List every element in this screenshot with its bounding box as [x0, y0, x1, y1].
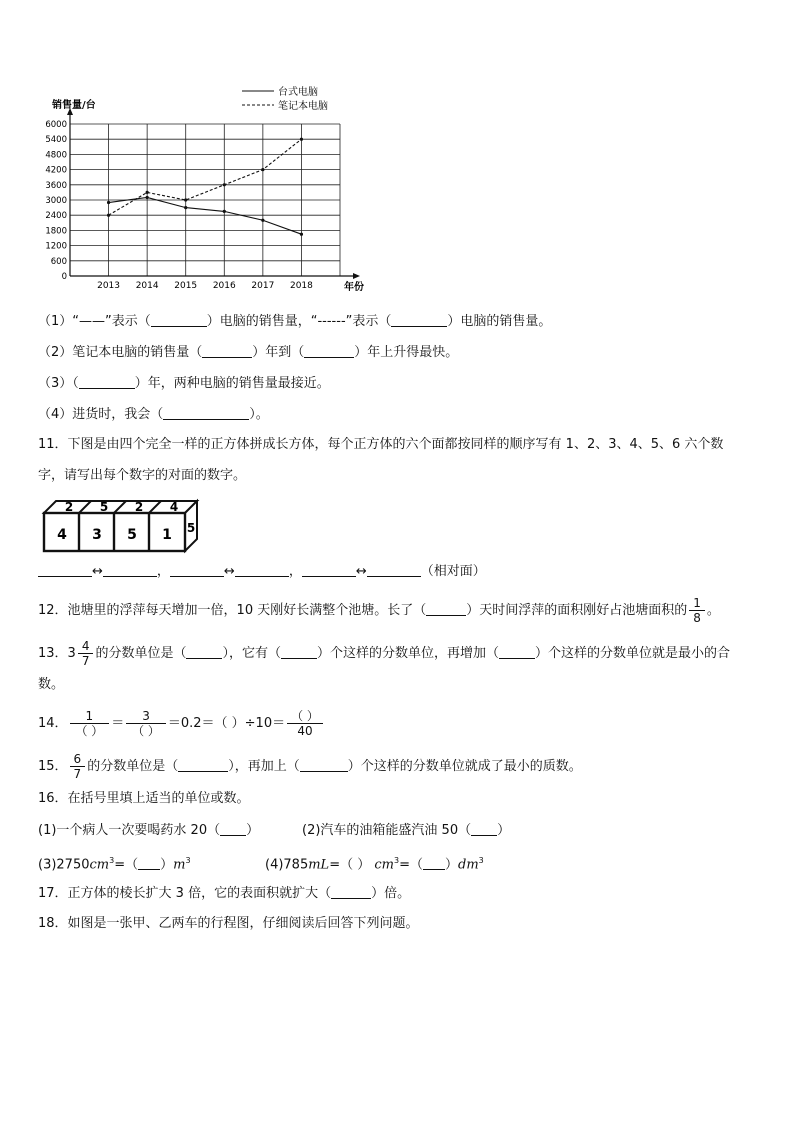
x-tick-label: 2013 — [97, 281, 121, 291]
series-line-0 — [109, 197, 302, 234]
y-tick-label: 0 — [61, 272, 67, 282]
chart-grid — [70, 124, 340, 276]
y-axis-label: 销售量/台 — [52, 100, 96, 111]
q10-line-3: （3）（ ）年，两种电脑的销售量最接近。 — [38, 376, 330, 391]
data-point — [261, 219, 264, 222]
q10-line-2: （2）笔记本电脑的销售量（ ）年到（ ）年上升得最快。 — [38, 345, 459, 360]
cube-top-4: 4 — [169, 500, 179, 514]
q13: 13．3 $\frac{4}{7}$ 的分数单位是（ ），它有（ ）个这样的分数单位，再增加（ ）个这样的分数单位就是最小的合 — [38, 639, 731, 668]
chart-axes — [45, 98, 364, 293]
cube-figure — [38, 497, 204, 555]
y-tick-label: 5400 — [45, 135, 67, 146]
answer-blank[interactable] — [281, 644, 317, 659]
answer-blank[interactable] — [391, 312, 447, 327]
q16-part-4: (4)785mL=（ ） $cm^3=$（ ）$dm^3$ — [265, 856, 484, 873]
q11-text-1: 11．下图是由四个完全一样的正方体拼成长方体，每个正方体的六个面都按同样的顺序写有 1、2、3、4、5、6 六个数 — [38, 437, 724, 452]
q11-text-2: 字，请写出每个数字的对面的数字。 — [38, 468, 247, 483]
q16-part-1: (1)一个病人一次要喝药水 20（ ） — [38, 823, 260, 838]
data-point — [184, 206, 187, 209]
x-axis-arrow — [353, 273, 360, 279]
y-tick-label: 600 — [50, 256, 67, 267]
data-point — [184, 198, 187, 201]
cube-front-3: 5 — [127, 527, 137, 543]
fraction: $\frac{3}{( )}$ — [126, 709, 166, 738]
q10-line-4: （4）进货时，我会（ ）。 — [38, 407, 269, 422]
fraction: $\frac{1}{( )}$ — [70, 709, 110, 738]
x-tick-label: 2017 — [251, 281, 275, 291]
answer-blank[interactable] — [471, 821, 497, 836]
data-point — [146, 191, 149, 194]
answer-blank[interactable] — [151, 312, 207, 327]
fraction: $\frac{1}{8}$ — [689, 596, 705, 625]
answer-blank[interactable] — [103, 562, 157, 577]
y-tick-label: 3600 — [45, 180, 67, 191]
y-tick-label: 1200 — [45, 241, 67, 252]
cube-front-4: 1 — [162, 527, 172, 543]
q16-title: 16．在括号里填上适当的单位或数。 — [38, 791, 250, 806]
cube-front-2: 3 — [92, 527, 102, 543]
y-tick-label: 4200 — [45, 165, 67, 176]
answer-blank[interactable] — [186, 644, 222, 659]
answer-blank[interactable] — [331, 884, 371, 899]
cube-front-1: 4 — [57, 527, 67, 543]
data-point — [261, 168, 264, 171]
answer-blank[interactable] — [170, 562, 224, 577]
legend-label-0: 台式电脑 — [278, 87, 318, 98]
data-point — [146, 196, 149, 199]
q15: 15． $\frac{6}{7}$ 的分数单位是（ ），再加上（ ）个这样的分数单位就成了最小的质数。 — [38, 752, 582, 781]
q14: 14． $\frac{1}{( )}$ ＝ $\frac{3}{( )}$ ＝0.2＝（ ）÷10＝ $\frac{( )}{40}$ — [38, 709, 325, 738]
answer-blank[interactable] — [499, 644, 535, 659]
answer-blank[interactable] — [426, 601, 466, 616]
x-tick-label: 2015 — [174, 281, 198, 291]
q16-part-3: $(3)2750cm^3=$（ ）$m^3$ — [38, 856, 191, 873]
cube-top-1: 2 — [64, 500, 74, 514]
answer-blank[interactable] — [163, 405, 249, 420]
y-tick-label: 6000 — [45, 120, 67, 130]
cube-top-3: 2 — [134, 500, 144, 514]
x-tick-label: 2014 — [135, 281, 159, 291]
data-point — [223, 183, 226, 186]
q18: 18．如图是一张甲、乙两车的行程图，仔细阅读后回答下列问题。 — [38, 916, 419, 931]
fraction: $\frac{6}{7}$ — [70, 752, 86, 781]
answer-blank[interactable] — [300, 757, 348, 772]
answer-blank[interactable] — [138, 855, 160, 870]
chart-series — [107, 138, 303, 236]
answer-blank[interactable] — [235, 562, 289, 577]
q12: 12．池塘里的浮萍每天增加一倍，10 天刚好长满整个池塘。长了（ ）天时间浮萍的面积刚好占池塘面积的 $\frac{1}{8}$ 。 — [38, 596, 720, 625]
chart-legend — [242, 85, 328, 112]
sales-line-chart — [30, 80, 370, 295]
q11-answer-line: ↔ ， ↔ ， ↔ （相对面） — [38, 562, 486, 581]
fraction: $\frac{4}{7}$ — [78, 639, 94, 668]
data-point — [223, 210, 226, 213]
answer-blank[interactable] — [367, 562, 421, 577]
x-tick-label: 2016 — [212, 281, 236, 291]
answer-blank[interactable] — [38, 562, 92, 577]
answer-blank[interactable] — [220, 821, 246, 836]
q16-part-2: (2)汽车的油箱能盛汽油 50（ ） — [302, 823, 511, 838]
q13-cont: 数。 — [38, 677, 65, 692]
y-tick-label: 4800 — [45, 150, 67, 161]
cube-top-2: 5 — [99, 500, 109, 514]
cube-side: 5 — [186, 521, 196, 535]
q10-line-1: （1）“——”表示（ ）电脑的销售量，“------”表示（ ）电脑的销售量。 — [38, 314, 552, 329]
answer-blank[interactable] — [302, 562, 356, 577]
data-point — [300, 138, 303, 141]
answer-blank[interactable] — [202, 343, 252, 358]
answer-blank[interactable] — [304, 343, 354, 358]
fraction: $\frac{( )}{40}$ — [287, 709, 323, 738]
data-point — [107, 214, 110, 217]
x-axis-label: 年份 — [344, 282, 364, 293]
y-tick-label: 1800 — [45, 226, 67, 237]
y-tick-label: 3000 — [45, 196, 67, 206]
data-point — [300, 233, 303, 236]
x-tick-label: 2018 — [289, 281, 313, 291]
answer-blank[interactable] — [178, 757, 228, 772]
legend-label-1: 笔记本电脑 — [278, 101, 328, 112]
data-point — [107, 201, 110, 204]
answer-blank[interactable] — [79, 374, 135, 389]
series-line-1 — [109, 139, 302, 215]
answer-blank[interactable] — [423, 855, 445, 870]
y-tick-label: 2400 — [45, 211, 67, 222]
q17: 17．正方体的棱长扩大 3 倍，它的表面积就扩大（ ）倍。 — [38, 886, 411, 901]
